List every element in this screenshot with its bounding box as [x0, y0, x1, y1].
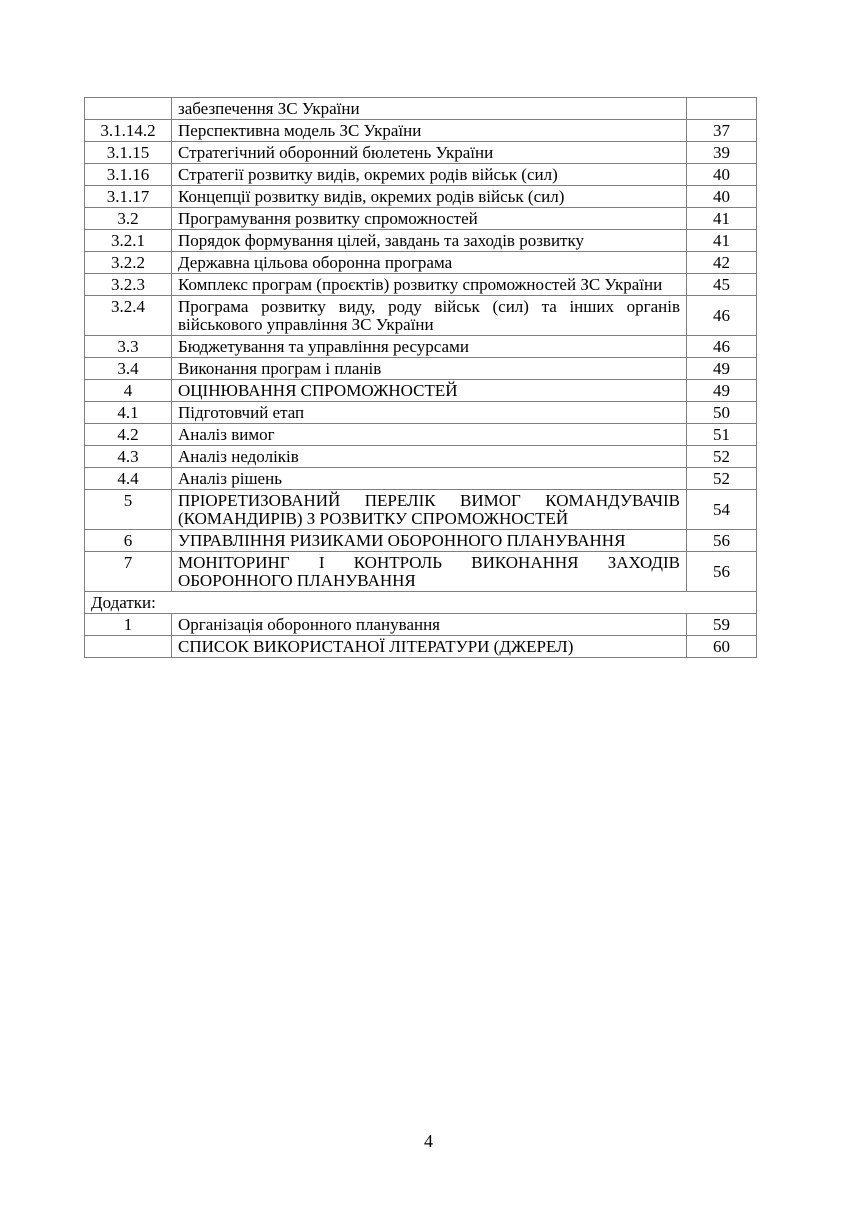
page-number: 4	[424, 1131, 433, 1151]
toc-number: 4.1	[85, 402, 172, 424]
toc-page: 39	[687, 142, 757, 164]
toc-number: 3.3	[85, 336, 172, 358]
toc-title: Перспективна модель ЗС України	[172, 120, 687, 142]
table-row	[85, 186, 757, 208]
table-row	[85, 614, 757, 636]
table-row	[85, 230, 757, 252]
table-row	[85, 296, 757, 336]
toc-title: Аналіз недоліків	[172, 446, 687, 468]
table-row	[85, 120, 757, 142]
toc-number: 3.2	[85, 208, 172, 230]
toc-title: Виконання програм і планів	[172, 358, 687, 380]
table-row	[85, 208, 757, 230]
table-row	[85, 336, 757, 358]
toc-number: 4.2	[85, 424, 172, 446]
toc-body	[85, 98, 757, 658]
toc-page: 59	[687, 614, 757, 636]
table-row	[85, 636, 757, 658]
toc-page: 41	[687, 208, 757, 230]
toc-page: 46	[687, 336, 757, 358]
toc-number: 3.2.2	[85, 252, 172, 274]
toc-page: 52	[687, 468, 757, 490]
toc-page: 50	[687, 402, 757, 424]
toc-page: 37	[687, 120, 757, 142]
table-row	[85, 164, 757, 186]
table-row	[85, 446, 757, 468]
table-row	[85, 358, 757, 380]
toc-page: 41	[687, 230, 757, 252]
toc-number: 5	[85, 490, 172, 530]
toc-page: 49	[687, 358, 757, 380]
toc-number: 3.1.14.2	[85, 120, 172, 142]
toc-title: Організація оборонного планування	[172, 614, 687, 636]
toc-number	[85, 636, 172, 658]
toc-number: 6	[85, 530, 172, 552]
toc-page: 40	[687, 164, 757, 186]
toc-title: Державна цільова оборонна програма	[172, 252, 687, 274]
toc-page: 46	[687, 296, 757, 336]
toc-title: ПРІОРЕТИЗОВАНИЙ ПЕРЕЛІК ВИМОГ КОМАНДУВАЧІВ (КОМАНДИРІВ) З РОЗВИТКУ СПРОМОЖНОСТЕЙ	[172, 490, 687, 530]
toc-number	[85, 98, 172, 120]
toc-number: 1	[85, 614, 172, 636]
appendix-label: Додатки:	[85, 592, 757, 614]
toc-title: забезпечення ЗС України	[172, 98, 687, 120]
table-row	[85, 490, 757, 530]
toc-number: 3.1.15	[85, 142, 172, 164]
toc-number: 3.4	[85, 358, 172, 380]
toc-page: 56	[687, 530, 757, 552]
toc-title: Аналіз вимог	[172, 424, 687, 446]
toc-page: 45	[687, 274, 757, 296]
toc-title: Бюджетування та управління ресурсами	[172, 336, 687, 358]
toc-page: 49	[687, 380, 757, 402]
toc-page: 51	[687, 424, 757, 446]
toc-number: 4.4	[85, 468, 172, 490]
table-row	[85, 424, 757, 446]
table-row	[85, 380, 757, 402]
toc-number: 3.2.1	[85, 230, 172, 252]
toc-page	[687, 98, 757, 120]
toc-number: 7	[85, 552, 172, 592]
table-row	[85, 468, 757, 490]
toc-title: Програмування розвитку спроможностей	[172, 208, 687, 230]
appendix-header-row	[85, 592, 757, 614]
table-row	[85, 530, 757, 552]
toc-number: 4	[85, 380, 172, 402]
toc-title: Стратегічний оборонний бюлетень України	[172, 142, 687, 164]
toc-title: СПИСОК ВИКОРИСТАНОЇ ЛІТЕРАТУРИ (ДЖЕРЕЛ)	[172, 636, 687, 658]
toc-number: 3.1.17	[85, 186, 172, 208]
table-row	[85, 274, 757, 296]
table-row	[85, 552, 757, 592]
toc-number: 3.1.16	[85, 164, 172, 186]
toc-page: 42	[687, 252, 757, 274]
toc-title: ОЦІНЮВАННЯ СПРОМОЖНОСТЕЙ	[172, 380, 687, 402]
table-row	[85, 402, 757, 424]
toc-title: Порядок формування цілей, завдань та заходів розвитку	[172, 230, 687, 252]
toc-page: 52	[687, 446, 757, 468]
toc-page: 54	[687, 490, 757, 530]
toc-number: 3.2.3	[85, 274, 172, 296]
toc-title: Аналіз рішень	[172, 468, 687, 490]
toc-title: Підготовчий етап	[172, 402, 687, 424]
toc-page: 56	[687, 552, 757, 592]
toc-page: 60	[687, 636, 757, 658]
toc-number: 4.3	[85, 446, 172, 468]
toc-title: Комплекс програм (проєктів) розвитку спроможностей ЗС України	[172, 274, 687, 296]
table-row	[85, 142, 757, 164]
toc-title: Стратегії розвитку видів, окремих родів військ (сил)	[172, 164, 687, 186]
table-row	[85, 252, 757, 274]
toc-title: Концепції розвитку видів, окремих родів військ (сил)	[172, 186, 687, 208]
toc-number: 3.2.4	[85, 296, 172, 336]
toc-title: Програма розвитку виду, роду військ (сил) та інших органів військового управління ЗС України	[172, 296, 687, 336]
table-of-contents	[84, 97, 757, 658]
toc-title: МОНІТОРИНГ І КОНТРОЛЬ ВИКОНАННЯ ЗАХОДІВ ОБОРОННОГО ПЛАНУВАННЯ	[172, 552, 687, 592]
table-row	[85, 98, 757, 120]
toc-title: УПРАВЛІННЯ РИЗИКАМИ ОБОРОННОГО ПЛАНУВАННЯ	[172, 530, 687, 552]
toc-page: 40	[687, 186, 757, 208]
